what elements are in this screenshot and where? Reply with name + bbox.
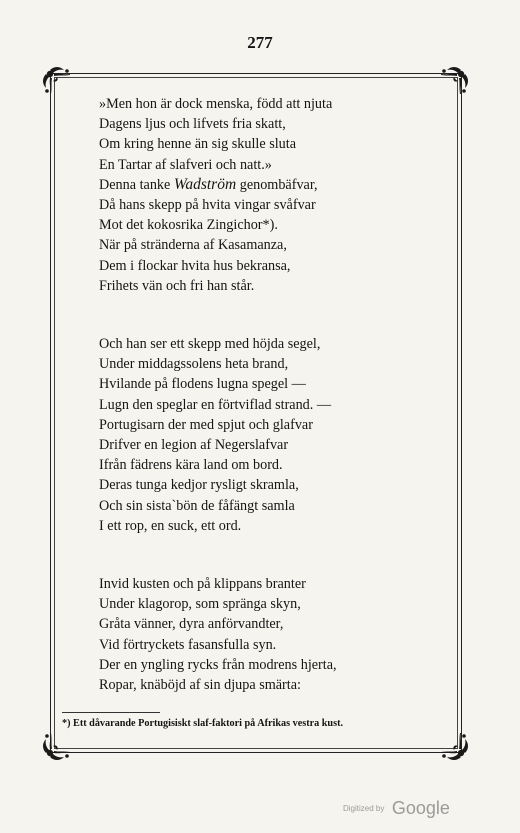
poem-line: När på stränderna af Kasamanza, (99, 237, 287, 254)
poem-line: Under klagorop, som spränga skyn, (99, 596, 301, 613)
watermark-brand: Google (391, 798, 450, 818)
page-number: 277 (247, 33, 273, 52)
poem-line: Dagens ljus och lifvets fria skatt, (99, 116, 286, 133)
stanza-3 (99, 574, 337, 695)
stanza-1 (99, 94, 439, 296)
poem-line: Vid förtryckets fasansfulla syn. (99, 636, 277, 653)
poem-body (99, 94, 439, 693)
footnote: *) Ett dåvarande Portugisiskt slaf-faktori på Afrikas vestra kust. (62, 718, 344, 729)
poem-line: Drifver en legion af Negerslafvar (99, 436, 289, 453)
poem-line: Hvilande på flodens lugna spegel — (99, 376, 306, 393)
footnote-rule (62, 712, 160, 713)
italic-name: Wadström (173, 175, 237, 193)
line-text-after: genombäfvar, (236, 176, 318, 193)
poem-line: Mot det kokosrika Zingichor*). (99, 217, 278, 234)
poem-line: En Tartar af slafveri och natt.» (99, 156, 272, 173)
poem-line: Under middagssolens heta brand, (99, 356, 289, 373)
poem-line: Invid kusten och på klippans branter (99, 576, 306, 592)
line-text-before: Denna tanke (99, 176, 174, 193)
poem-line: Lugn den speglar en förtviflad strand. — (99, 396, 332, 413)
poem-line: Då hans skepp på hvita vingar svåfvar (99, 196, 316, 213)
poem-line: Och sin sista`bön de fåfängt samla (99, 497, 295, 514)
corner-ornament-icon (40, 725, 78, 763)
poem-line-with-name (99, 175, 439, 195)
poem-line: I ett rop, en suck, ett ord. (99, 517, 242, 534)
poem-line: Dem i flockar hvita hus bekransa, (99, 257, 291, 274)
corner-ornament-icon (40, 64, 78, 102)
poem-line: Om kring henne än sig skulle sluta (99, 136, 297, 153)
poem-line: Ifrån fädrens kära land om bord. (99, 457, 283, 474)
poem-line: Deras tunga kedjor rysligt skramla, (99, 477, 299, 494)
poem-line: Portugisarn der med spjut och glafvar (99, 416, 313, 433)
poem-line: »Men hon är dock menska, född att njuta (99, 96, 333, 112)
stanza-2 (99, 334, 331, 536)
watermark-prefix: Digitized by (343, 804, 385, 813)
poem-line: Frihets vän och fri han står. (99, 277, 255, 294)
poem-line: Ropar, knäböjd af sin djupa smärta: (99, 676, 301, 693)
digitized-watermark (343, 798, 450, 819)
poem-line: Och han ser ett skepp med höjda segel, (99, 336, 321, 352)
poem-line: Der en yngling rycks från modrens hjerta, (99, 656, 337, 673)
corner-ornament-icon (433, 725, 471, 763)
poem-line: Gråta vänner, dyra anförvandter, (99, 616, 284, 633)
